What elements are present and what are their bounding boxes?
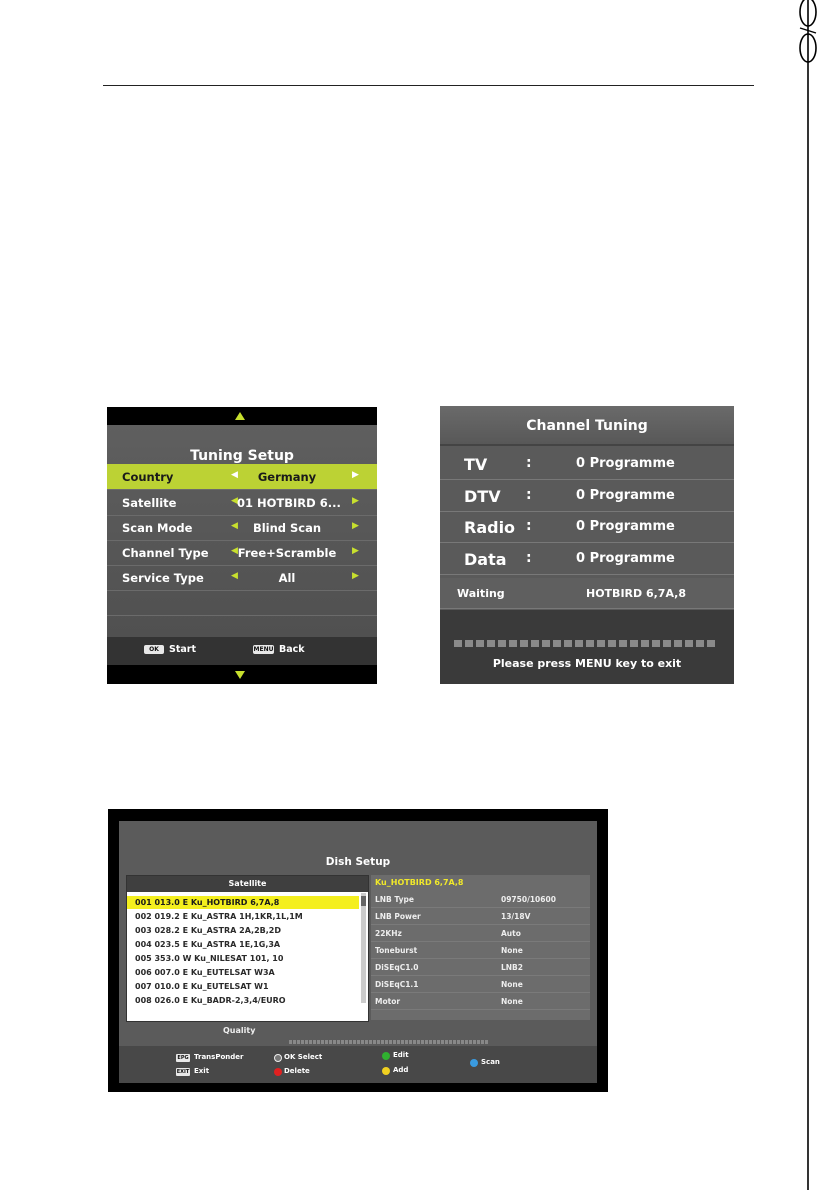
progress-segment — [707, 640, 715, 647]
prop-value: None — [501, 946, 523, 955]
scroll-down-arrow-icon[interactable] — [235, 671, 245, 679]
blue-key-icon — [470, 1059, 478, 1067]
scan-mode-label: Scan Mode — [122, 521, 193, 535]
prop-label: 22KHz — [375, 929, 402, 938]
channel-type-label: Channel Type — [122, 546, 209, 560]
tuning-setup-title: Tuning Setup — [190, 448, 294, 464]
quality-segment — [373, 1040, 376, 1044]
prop-label: LNB Power — [375, 912, 421, 921]
country-value: Germany — [257, 470, 317, 484]
quality-segment — [457, 1040, 460, 1044]
prop-label: DiSEqC1.1 — [375, 980, 419, 989]
scan-mode-value: Blind Scan — [252, 521, 322, 535]
quality-segment — [353, 1040, 356, 1044]
status-value: HOTBIRD 6,7A,8 — [586, 587, 687, 600]
channel-tuning-title: Channel Tuning — [440, 406, 734, 446]
progress-segment — [542, 640, 550, 647]
progress-segment — [663, 640, 671, 647]
satellite-item[interactable] — [127, 924, 359, 937]
quality-label: Quality — [223, 1026, 256, 1035]
tv-label: TV — [464, 455, 488, 474]
scan-button[interactable]: Scan — [481, 1058, 500, 1066]
quality-segment — [325, 1040, 328, 1044]
scissor-cut-line — [782, 0, 834, 1190]
progress-segment — [597, 640, 605, 647]
progress-bar — [454, 632, 724, 640]
quality-segment — [349, 1040, 352, 1044]
edit-button[interactable]: Edit — [393, 1051, 409, 1059]
exit-message: Please press MENU key to exit — [492, 657, 682, 670]
satellite-item-text: 008 026.0 E Ku_BADR-2,3,4/EURO — [135, 996, 286, 1005]
lnb-power-row[interactable] — [371, 908, 590, 925]
channel-type-value: Free+Scramble — [237, 546, 337, 560]
quality-segment — [381, 1040, 384, 1044]
quality-segment — [345, 1040, 348, 1044]
radio-count: 0 Programme — [576, 519, 675, 534]
motor-row[interactable] — [371, 993, 590, 1010]
prop-value: 09750/10600 — [501, 895, 556, 904]
data-label: Data — [464, 550, 507, 569]
quality-segment — [397, 1040, 400, 1044]
progress-segment — [608, 640, 616, 647]
quality-segment — [341, 1040, 344, 1044]
prop-value: None — [501, 997, 523, 1006]
right-arrow-icon[interactable]: ▶ — [352, 470, 359, 480]
satellite-item[interactable] — [127, 980, 359, 993]
list-scrollbar[interactable] — [361, 893, 366, 1003]
quality-segment — [333, 1040, 336, 1044]
progress-segment — [685, 640, 693, 647]
separator: : — [526, 518, 532, 534]
radio-count-row — [440, 512, 734, 543]
ok-key-icon: OK — [144, 645, 164, 654]
quality-segment — [461, 1040, 464, 1044]
quality-segment — [445, 1040, 448, 1044]
diseqc11-row[interactable] — [371, 976, 590, 993]
add-button[interactable]: Add — [393, 1066, 409, 1074]
dtv-label: DTV — [464, 487, 501, 506]
country-label: Country — [122, 470, 174, 484]
satellite-properties — [371, 875, 590, 1020]
satellite-value: 01 HOTBIRD 6... — [237, 496, 341, 510]
quality-segment — [309, 1040, 312, 1044]
quality-segment — [453, 1040, 456, 1044]
left-arrow-icon[interactable]: ◀ — [231, 470, 238, 480]
tv-count: 0 Programme — [576, 456, 675, 471]
radio-label: Radio — [464, 518, 516, 537]
progress-segment — [520, 640, 528, 647]
dish-setup-footer — [119, 1046, 597, 1083]
right-arrow-icon[interactable]: ▶ — [352, 496, 359, 506]
progress-segment — [531, 640, 539, 647]
satellite-item[interactable] — [127, 994, 359, 1007]
tuning-setup-screen — [107, 407, 377, 684]
dish-setup-title: Dish Setup — [325, 856, 391, 868]
quality-segment — [329, 1040, 332, 1044]
left-arrow-icon[interactable]: ◀ — [231, 496, 238, 506]
quality-segment — [441, 1040, 444, 1044]
transponder-button[interactable]: TransPonder — [194, 1053, 244, 1061]
quality-segment — [409, 1040, 412, 1044]
quality-segment — [405, 1040, 408, 1044]
quality-segment — [413, 1040, 416, 1044]
progress-segment — [465, 640, 473, 647]
progress-segment — [586, 640, 594, 647]
service-type-row[interactable] — [107, 565, 377, 591]
data-count-row — [440, 544, 734, 575]
list-scrollbar-thumb[interactable] — [361, 896, 366, 906]
quality-segment — [377, 1040, 380, 1044]
ok-select-button[interactable]: OK Select — [284, 1053, 323, 1061]
prop-label: Toneburst — [375, 946, 418, 955]
data-count: 0 Programme — [576, 551, 675, 566]
satellite-list-header: Satellite — [127, 876, 368, 892]
channel-tuning-screen — [440, 406, 734, 684]
separator: : — [526, 487, 532, 503]
progress-segment — [652, 640, 660, 647]
tv-count-row — [440, 449, 734, 480]
prop-label: LNB Type — [375, 895, 414, 904]
yellow-key-icon — [382, 1067, 390, 1075]
satellite-item[interactable] — [127, 966, 359, 979]
prop-value: Auto — [501, 929, 521, 938]
quality-segment — [437, 1040, 440, 1044]
satellite-item-text: 004 023.5 E Ku_ASTRA 1E,1G,3A — [135, 940, 281, 949]
quality-segment — [369, 1040, 372, 1044]
right-arrow-icon[interactable]: ▶ — [352, 521, 359, 531]
satellite-row[interactable] — [107, 490, 377, 516]
dish-setup-frame — [119, 821, 597, 1083]
satellite-item[interactable] — [127, 896, 359, 909]
left-arrow-icon[interactable]: ◀ — [231, 571, 238, 581]
scroll-up-arrow-icon[interactable] — [235, 412, 245, 420]
dish-setup-screen — [108, 809, 608, 1092]
button-bar — [107, 637, 377, 665]
quality-segment — [293, 1040, 296, 1044]
quality-segment — [421, 1040, 424, 1044]
channel-type-row[interactable] — [107, 540, 377, 566]
satellite-item-text: 005 353.0 W Ku_NILESAT 101, 10 — [135, 954, 284, 963]
back-button[interactable]: Back — [279, 644, 305, 655]
satellite-item[interactable] — [127, 910, 359, 923]
quality-segment — [429, 1040, 432, 1044]
scan-mode-row[interactable] — [107, 515, 377, 541]
satellite-item[interactable] — [127, 938, 359, 951]
progress-segment — [476, 640, 484, 647]
quality-segment — [469, 1040, 472, 1044]
toneburst-row[interactable] — [371, 942, 590, 959]
service-type-label: Service Type — [122, 571, 204, 585]
quality-segment — [465, 1040, 468, 1044]
quality-segment — [361, 1040, 364, 1044]
progress-segment — [641, 640, 649, 647]
quality-segment — [321, 1040, 324, 1044]
separator: : — [526, 455, 532, 471]
progress-area — [440, 610, 734, 684]
22khz-row[interactable] — [371, 925, 590, 942]
start-button[interactable]: Start — [169, 644, 197, 655]
quality-segment — [305, 1040, 308, 1044]
red-key-icon — [274, 1068, 282, 1076]
satellite-item-text: 006 007.0 E Ku_EUTELSAT W3A — [135, 968, 275, 977]
progress-segment — [630, 640, 638, 647]
progress-segment — [498, 640, 506, 647]
progress-segment — [454, 640, 462, 647]
quality-segment — [313, 1040, 316, 1044]
quality-segment — [357, 1040, 360, 1044]
quality-segment — [477, 1040, 480, 1044]
quality-segment — [425, 1040, 428, 1044]
quality-segment — [485, 1040, 488, 1044]
country-row[interactable] — [107, 464, 377, 490]
ok-icon — [274, 1054, 282, 1062]
prop-value: LNB2 — [501, 963, 523, 972]
prop-label: Motor — [375, 997, 401, 1006]
epg-key-icon: EPG — [177, 1055, 189, 1061]
green-key-icon — [382, 1052, 390, 1060]
dtv-count-row — [440, 481, 734, 512]
status-label: Waiting — [457, 587, 505, 600]
delete-button[interactable]: Delete — [284, 1067, 310, 1075]
right-arrow-icon[interactable]: ▶ — [352, 571, 359, 581]
satellite-item[interactable] — [127, 952, 359, 965]
progress-segment — [487, 640, 495, 647]
quality-segment — [337, 1040, 340, 1044]
quality-bar — [289, 1029, 489, 1034]
satellite-list — [126, 875, 369, 1022]
satellite-label: Satellite — [122, 496, 177, 510]
dtv-count: 0 Programme — [576, 488, 675, 503]
menu-key-icon: MENU — [253, 646, 274, 653]
separator: : — [526, 550, 532, 566]
quality-segment — [481, 1040, 484, 1044]
quality-segment — [297, 1040, 300, 1044]
status-row — [440, 578, 734, 609]
prop-label: DiSEqC1.0 — [375, 963, 419, 972]
service-type-value: All — [278, 571, 296, 585]
lnb-type-row[interactable] — [371, 891, 590, 908]
quality-segment — [301, 1040, 304, 1044]
quality-segment — [449, 1040, 452, 1044]
exit-button[interactable]: Exit — [194, 1067, 210, 1075]
progress-segment — [696, 640, 704, 647]
quality-segment — [473, 1040, 476, 1044]
satellite-item-text: 003 028.2 E Ku_ASTRA 2A,2B,2D — [135, 926, 281, 935]
exit-key-icon: EXIT — [176, 1069, 190, 1075]
satellite-item-text: 007 010.0 E Ku_EUTELSAT W1 — [135, 982, 269, 991]
empty-row — [107, 590, 377, 616]
quality-segment — [433, 1040, 436, 1044]
quality-segment — [289, 1040, 292, 1044]
prop-value: None — [501, 980, 523, 989]
quality-segment — [385, 1040, 388, 1044]
page-header-rule — [103, 85, 754, 86]
diseqc10-row[interactable] — [371, 959, 590, 976]
selected-satellite-name: Ku_HOTBIRD 6,7A,8 — [375, 878, 464, 887]
quality-segment — [393, 1040, 396, 1044]
tuning-setup-panel — [107, 425, 377, 665]
quality-segment — [365, 1040, 368, 1044]
quality-segment — [317, 1040, 320, 1044]
quality-segment — [417, 1040, 420, 1044]
satellite-item-text: 001 013.0 E Ku_HOTBIRD 6,7A,8 — [135, 898, 280, 907]
satellite-item-text: 002 019.2 E Ku_ASTRA 1H,1KR,1L,1M — [135, 912, 303, 921]
left-arrow-icon[interactable]: ◀ — [231, 521, 238, 531]
progress-segment — [619, 640, 627, 647]
progress-segment — [564, 640, 572, 647]
progress-segment — [575, 640, 583, 647]
progress-segment — [674, 640, 682, 647]
progress-segment — [509, 640, 517, 647]
left-arrow-icon[interactable]: ◀ — [231, 546, 238, 556]
quality-segment — [389, 1040, 392, 1044]
right-arrow-icon[interactable]: ▶ — [352, 546, 359, 556]
progress-segment — [553, 640, 561, 647]
quality-segment — [401, 1040, 404, 1044]
prop-value: 13/18V — [501, 912, 531, 921]
